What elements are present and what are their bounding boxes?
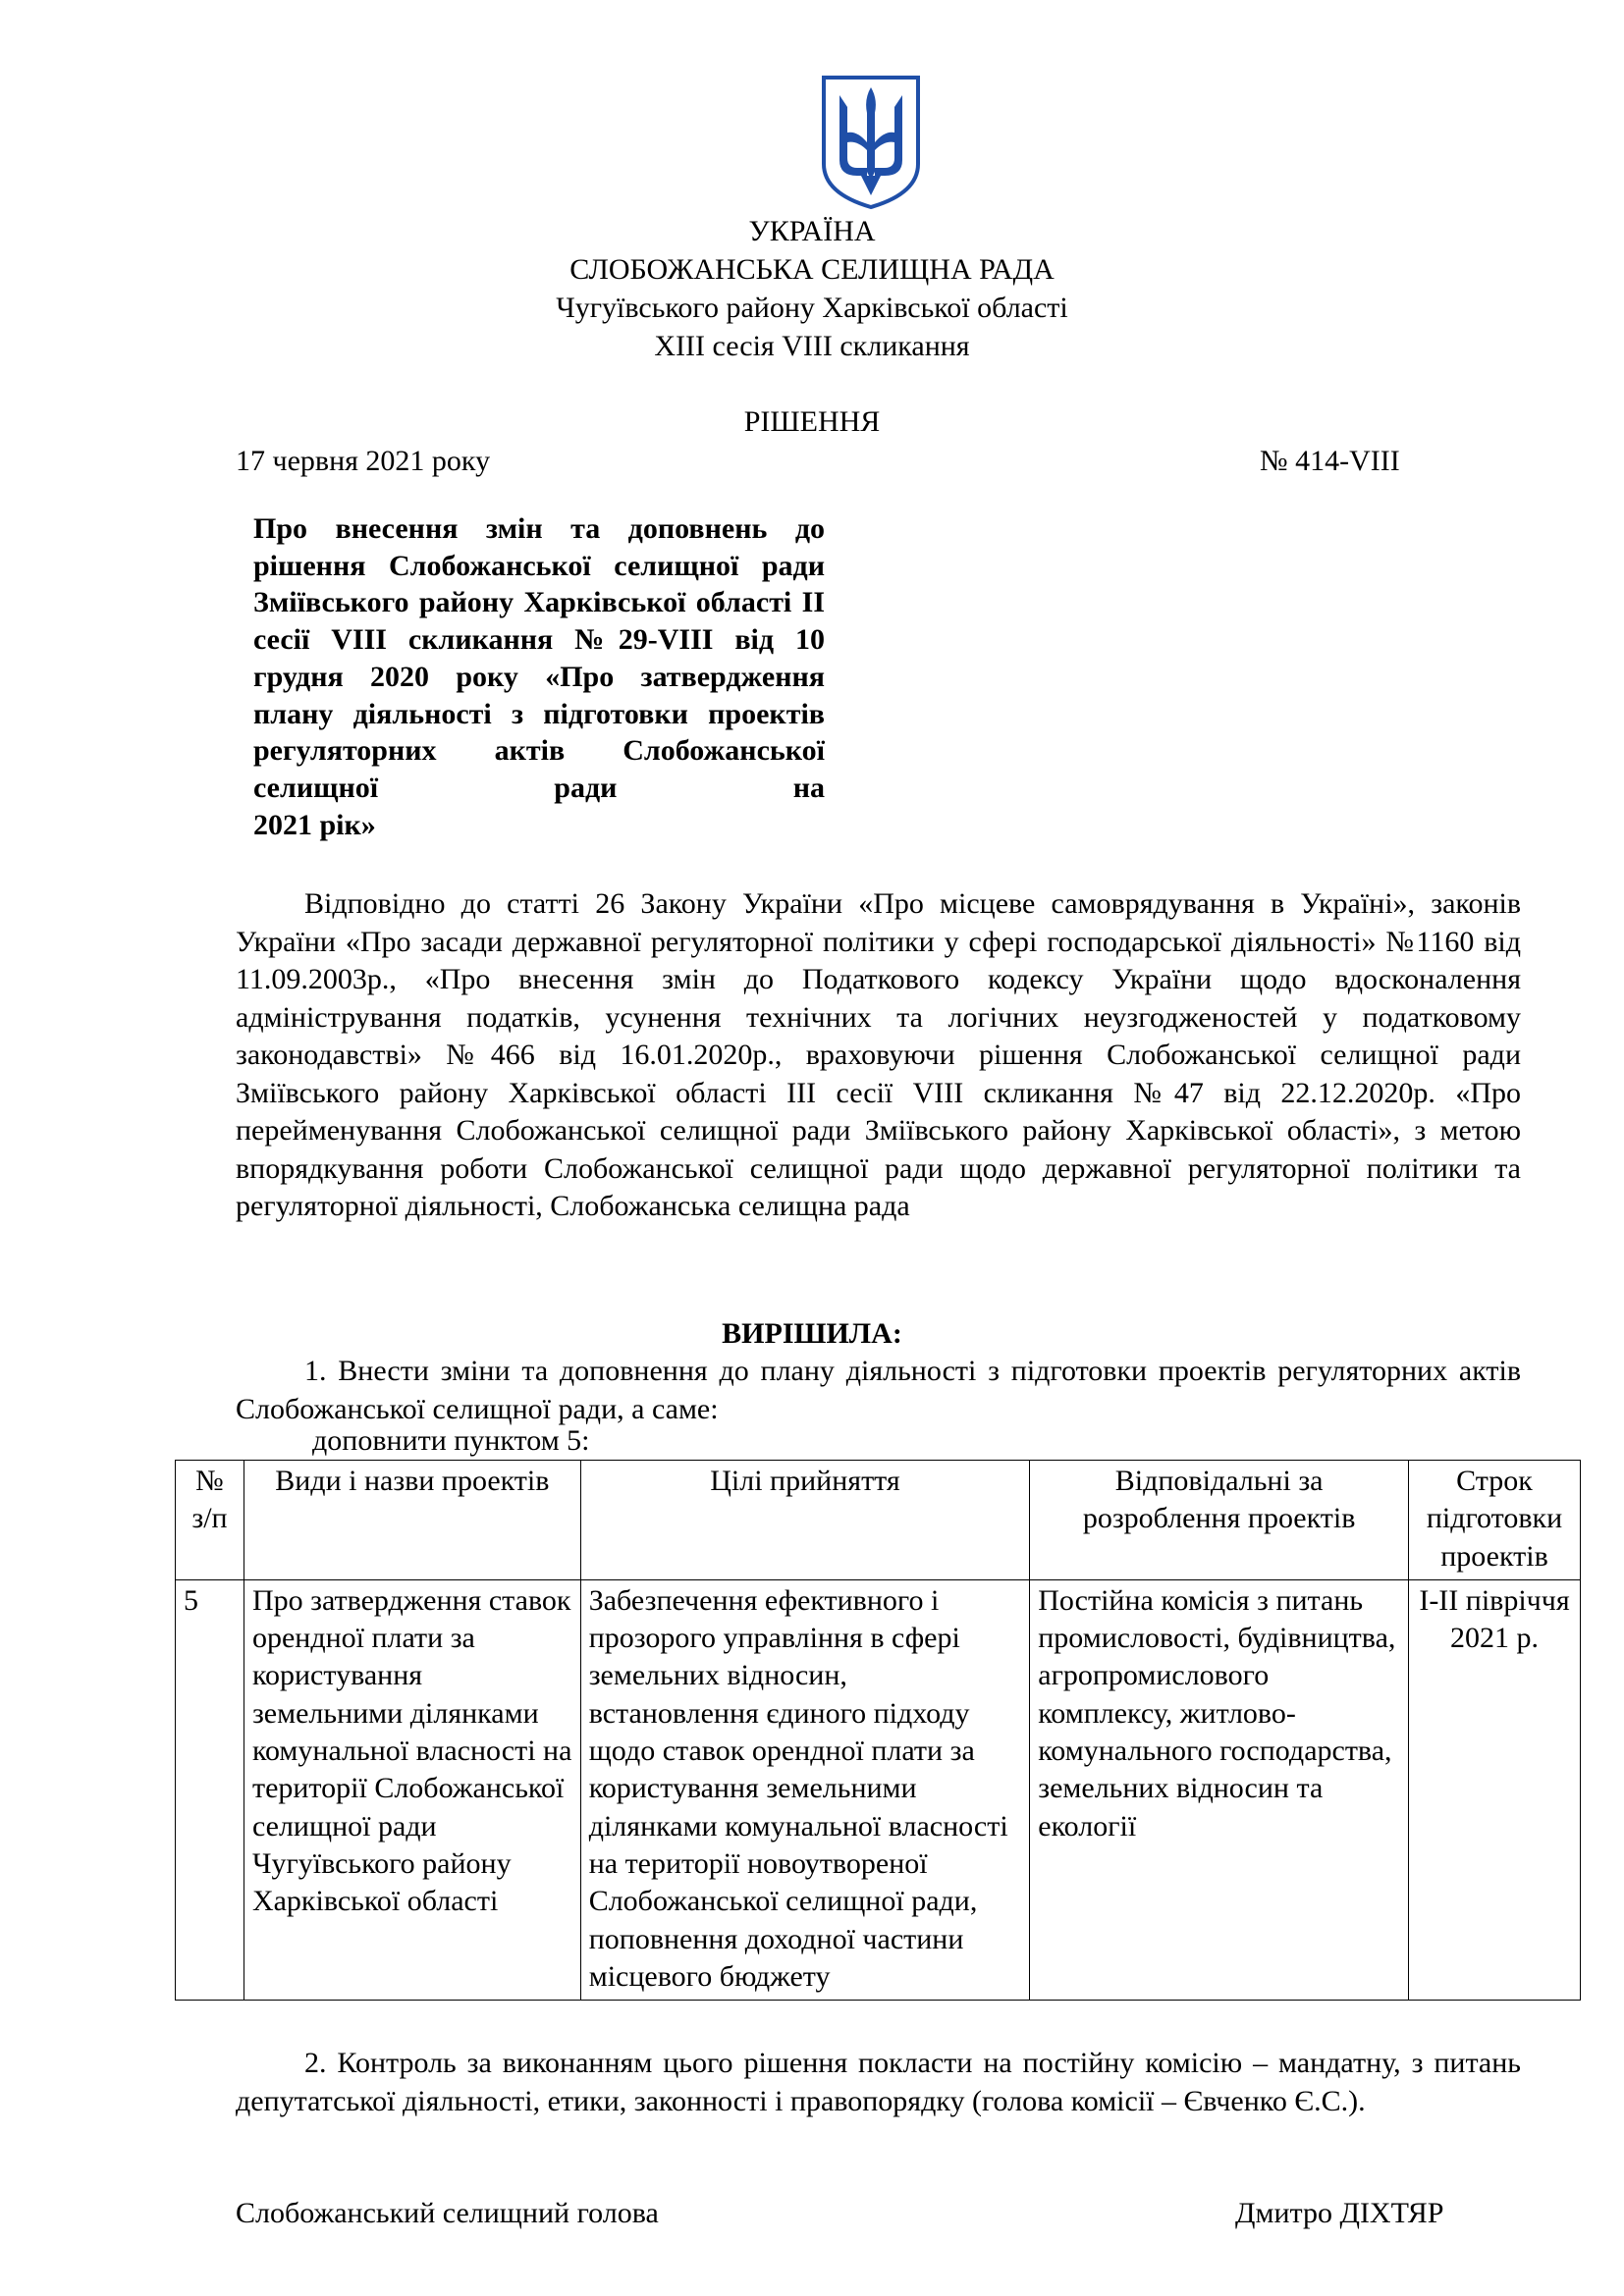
decision-subject (253, 510, 825, 843)
table-header-row (176, 1461, 1581, 1580)
resolved-heading: ВИРІШИЛА: (722, 1317, 902, 1350)
header-name: Види і назви проектів (244, 1461, 580, 1580)
subject-last-line: 2021 рік» (253, 808, 376, 841)
header-country: УКРАЇНА (748, 215, 876, 247)
header-resp: Відповідальні за розроблення проектів (1030, 1461, 1409, 1580)
item-1-sub: доповнити пунктом 5: (312, 1424, 590, 1457)
plan-table (175, 1460, 1581, 2001)
cell-name: Про затвердження ставок орендної плати за користування земельними ділянками комунальної власності на території Слобожанської селищної ради Чугуївського району Харківської області (244, 1579, 580, 2000)
cell-goal: Забезпечення ефективного і прозорого управління в сфері земельних відносин, встановлення єдиного підходу щодо ставок орендної плати за користування земельними ділянками комунальної власності на території новоутвореної Слобожанської селищної ради, поповнення доходної частини місцевого бюджету (580, 1579, 1030, 2000)
cell-term: І-ІІ півріччя 2021 р. (1409, 1579, 1581, 2000)
preamble: Відповідно до статті 26 Закону України «Про місцеве самоврядування в Україні», законів України «Про засади державної регуляторної політики у сфері господарської діяльності» №1160 від 11.09.2003р., «Про внесення змін до Податкового кодексу України щодо вдосконалення адміністрування податків, усунення технічних та логічних неузгодженостей у податковому законодавстві» №466 від 16.01.2020р., враховуючи рішення Слобожанської селищної ради Зміївського району Харківської області ІІІ сесії VIII скликання №47 від 22.12.2020р. «Про перейменування Слобожанської селищної ради Зміївського району Харківської області», з метою впорядкування роботи Слобожанської селищної ради щодо державної регуляторної політики та регуляторної діяльності, Слобожанська селищна рада (236, 887, 1521, 1222)
header-goal: Цілі прийняття (580, 1461, 1030, 1580)
decision-date: 17 червня 2021 року (236, 445, 491, 477)
header-num: № з/п (176, 1461, 244, 1580)
signature-name: Дмитро ДІХТЯР (1235, 2197, 1444, 2229)
trident-coat-of-arms-icon (818, 74, 924, 211)
header-term: Строк підготовки проектів (1409, 1461, 1581, 1580)
header-district: Чугуївського району Харківської області (556, 292, 1068, 324)
item-1-text: 1. Внести зміни та доповнення до плану діяльності з підготовки проектів регуляторних актів Слобожанської селищної ради, а саме: (236, 1355, 1521, 1425)
signature-position: Слобожанський селищний голова (236, 2197, 659, 2229)
subject-text: Про внесення змін та доповнень до рішення Слобожанської селищної ради Зміївського району Харківської області ІІ сесії VIII скликання №29-VIII від 10 грудня 2020 року «Про затвердження плану діяльності з підготовки проектів регуляторних актів Слобожанської селищної ради на (253, 512, 825, 804)
cell-num: 5 (176, 1579, 244, 2000)
table-row (176, 1579, 1581, 2000)
cell-resp: Постійна комісія з питань промисловості, будівництва, агропромислового комплексу, житлово-комунального господарства, земельних відносин та екології (1030, 1579, 1409, 2000)
header-session: ХІІІ сесія VIIІ скликання (654, 330, 970, 362)
decision-number: № 414-VIII (1260, 445, 1400, 477)
decision-title: РІШЕННЯ (743, 405, 881, 438)
header-council: СЛОБОЖАНСЬКА СЕЛИЩНА РАДА (569, 253, 1055, 286)
item-2-text: 2. Контроль за виконанням цього рішення покласти на постійну комісію – мандатну, з питань депутатської діяльності, етики, законності і правопорядку (голова комісії – Євченко Є.С.). (236, 2047, 1521, 2117)
